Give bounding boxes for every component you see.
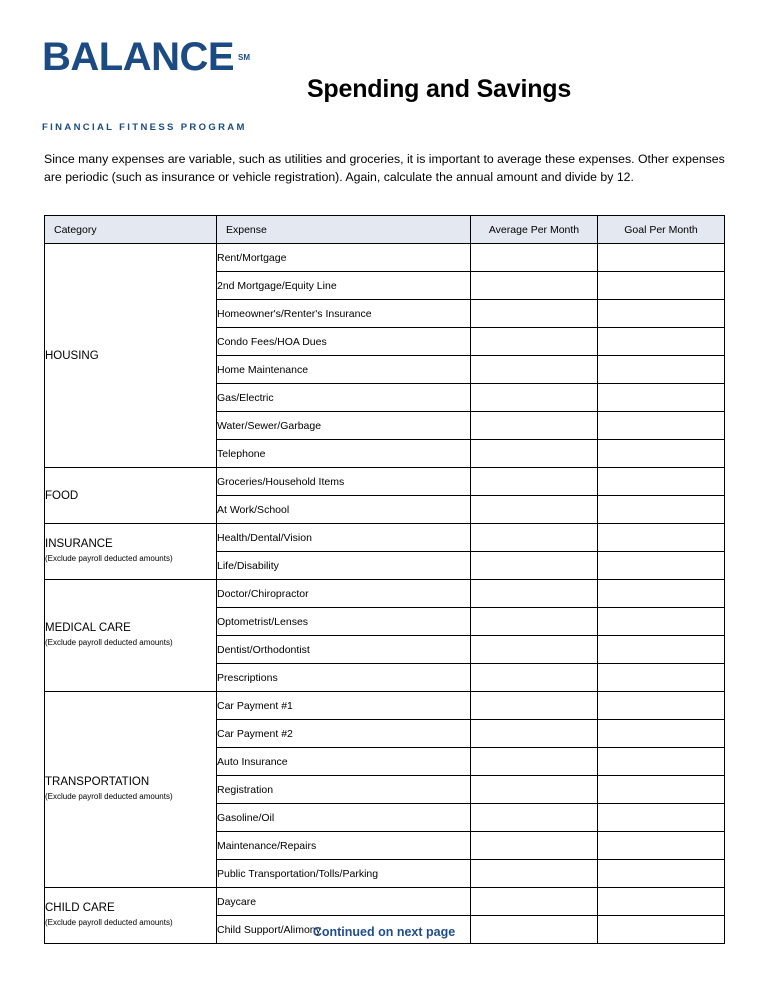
category-label: TRANSPORTATION (45, 776, 150, 788)
goal-per-month-input-cell[interactable] (598, 244, 725, 272)
expense-cell: Groceries/Household Items (217, 468, 471, 496)
expense-cell: Registration (217, 776, 471, 804)
table-row (45, 580, 725, 608)
table-row (45, 888, 725, 916)
category-note: (Exclude payroll deducted amounts) (45, 638, 173, 647)
expense-cell: Daycare (217, 888, 471, 916)
average-per-month-input-cell[interactable] (471, 776, 598, 804)
page-title: Spending and Savings (306, 75, 572, 103)
category-cell (45, 468, 217, 524)
expense-cell: Car Payment #2 (217, 720, 471, 748)
goal-per-month-input-cell[interactable] (598, 524, 725, 552)
category-note: (Exclude payroll deducted amounts) (45, 554, 173, 563)
expense-cell: Maintenance/Repairs (217, 832, 471, 860)
table-body (45, 244, 725, 944)
goal-per-month-input-cell[interactable] (598, 272, 725, 300)
goal-per-month-input-cell[interactable] (598, 804, 725, 832)
average-per-month-input-cell[interactable] (471, 272, 598, 300)
category-cell (45, 580, 217, 692)
goal-per-month-input-cell[interactable] (598, 440, 725, 468)
expense-cell: At Work/School (217, 496, 471, 524)
category-label: HOUSING (45, 349, 99, 362)
goal-per-month-input-cell[interactable] (598, 412, 725, 440)
average-per-month-input-cell[interactable] (471, 412, 598, 440)
average-per-month-input-cell[interactable] (471, 832, 598, 860)
expense-cell: Doctor/Chiropractor (217, 580, 471, 608)
goal-per-month-input-cell[interactable] (598, 328, 725, 356)
expense-cell: Gas/Electric (217, 384, 471, 412)
table-row (45, 468, 725, 496)
goal-per-month-input-cell[interactable] (598, 496, 725, 524)
column-header-average: Average Per Month (471, 216, 598, 244)
service-mark-icon: SM (238, 53, 250, 62)
goal-per-month-input-cell[interactable] (598, 692, 725, 720)
expense-cell: Homeowner's/Renter's Insurance (217, 300, 471, 328)
category-note: (Exclude payroll deducted amounts) (45, 918, 173, 927)
average-per-month-input-cell[interactable] (471, 692, 598, 720)
goal-per-month-input-cell[interactable] (598, 832, 725, 860)
expense-cell: Rent/Mortgage (217, 244, 471, 272)
category-cell (45, 692, 217, 888)
goal-per-month-input-cell[interactable] (598, 608, 725, 636)
expense-cell: Health/Dental/Vision (217, 524, 471, 552)
average-per-month-input-cell[interactable] (471, 804, 598, 832)
average-per-month-input-cell[interactable] (471, 496, 598, 524)
average-per-month-input-cell[interactable] (471, 468, 598, 496)
goal-per-month-input-cell[interactable] (598, 888, 725, 916)
table-row (45, 524, 725, 552)
average-per-month-input-cell[interactable] (471, 608, 598, 636)
expense-cell: Home Maintenance (217, 356, 471, 384)
logo-tagline: FINANCIAL FITNESS PROGRAM (42, 122, 247, 133)
average-per-month-input-cell[interactable] (471, 860, 598, 888)
table-row (45, 692, 725, 720)
average-per-month-input-cell[interactable] (471, 580, 598, 608)
category-label: FOOD (45, 489, 79, 502)
expense-cell: Car Payment #1 (217, 692, 471, 720)
average-per-month-input-cell[interactable] (471, 552, 598, 580)
intro-paragraph: Since many expenses are variable, such as utilities and groceries, it is important to average these expenses. Other expenses are periodic (such as insurance or vehicle registration). Again, calculate the annual amount and divide by 12. (44, 152, 725, 185)
goal-per-month-input-cell[interactable] (598, 720, 725, 748)
spending-table-container (44, 215, 724, 944)
goal-per-month-input-cell[interactable] (598, 860, 725, 888)
goal-per-month-input-cell[interactable] (598, 664, 725, 692)
average-per-month-input-cell[interactable] (471, 888, 598, 916)
average-per-month-input-cell[interactable] (471, 300, 598, 328)
average-per-month-input-cell[interactable] (471, 664, 598, 692)
average-per-month-input-cell[interactable] (471, 356, 598, 384)
logo-wordmark-text: BALANCE (42, 35, 235, 79)
average-per-month-input-cell[interactable] (471, 636, 598, 664)
category-label: INSURANCE (45, 538, 113, 550)
goal-per-month-input-cell[interactable] (598, 468, 725, 496)
goal-per-month-input-cell[interactable] (598, 356, 725, 384)
table-header (45, 216, 725, 244)
spending-table (44, 215, 725, 944)
goal-per-month-input-cell[interactable] (598, 552, 725, 580)
category-cell (45, 524, 217, 580)
expense-cell: Child Support/Alimony (217, 916, 471, 944)
goal-per-month-input-cell[interactable] (598, 580, 725, 608)
average-per-month-input-cell[interactable] (471, 524, 598, 552)
expense-cell: Gasoline/Oil (217, 804, 471, 832)
table-row (45, 244, 725, 272)
expense-cell: Prescriptions (217, 664, 471, 692)
category-label: MEDICAL CARE (45, 622, 131, 634)
page-header (0, 0, 768, 140)
expense-cell: Telephone (217, 440, 471, 468)
average-per-month-input-cell[interactable] (471, 384, 598, 412)
goal-per-month-input-cell[interactable] (598, 748, 725, 776)
category-cell (45, 244, 217, 468)
expense-cell: Water/Sewer/Garbage (217, 412, 471, 440)
average-per-month-input-cell[interactable] (471, 244, 598, 272)
expense-cell: Dentist/Orthodontist (217, 636, 471, 664)
average-per-month-input-cell[interactable] (471, 720, 598, 748)
average-per-month-input-cell[interactable] (471, 748, 598, 776)
column-header-expense: Expense (217, 216, 471, 244)
expense-cell: Condo Fees/HOA Dues (217, 328, 471, 356)
column-header-goal: Goal Per Month (598, 216, 725, 244)
expense-cell: Auto Insurance (217, 748, 471, 776)
average-per-month-input-cell[interactable] (471, 440, 598, 468)
category-note: (Exclude payroll deducted amounts) (45, 792, 173, 801)
goal-per-month-input-cell[interactable] (598, 636, 725, 664)
category-label: CHILD CARE (45, 902, 115, 914)
column-header-category: Category (45, 216, 217, 244)
expense-cell: Public Transportation/Tolls/Parking (217, 860, 471, 888)
expense-cell: 2nd Mortgage/Equity Line (217, 272, 471, 300)
goal-per-month-input-cell[interactable] (598, 384, 725, 412)
goal-per-month-input-cell[interactable] (598, 300, 725, 328)
goal-per-month-input-cell[interactable] (598, 776, 725, 804)
continued-note: Continued on next page (312, 925, 456, 939)
expense-cell: Optometrist/Lenses (217, 608, 471, 636)
expense-cell: Life/Disability (217, 552, 471, 580)
average-per-month-input-cell[interactable] (471, 328, 598, 356)
table-header-row (45, 216, 725, 244)
